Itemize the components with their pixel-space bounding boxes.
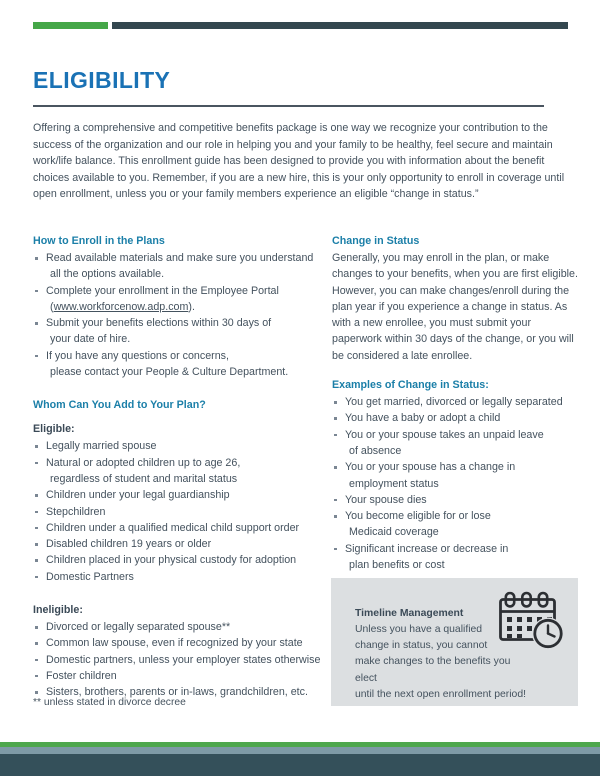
list-item [332,459,580,492]
list-item-text: Read available materials and make sure you understand [46,252,314,264]
list-item-text: Children under your legal guardianship [46,489,230,502]
list-item-text: Stepchildren [46,505,106,518]
list-item-text: Children under a qualified medical child support order [46,521,300,534]
list-item-text: Domestic partners, unless your employer states otherwise [46,653,321,666]
page-title: ELIGIBILITY [33,67,171,93]
section-heading-whom-can-add: Whom Can You Add to Your Plan? [33,399,206,412]
list-item [332,394,580,410]
list-item-continuation: plan benefits or cost [349,559,445,572]
section-heading-how-to-enroll: How to Enroll in the Plans [33,235,165,247]
list-item [33,455,325,488]
timeline-line-4: until the next open enrollment period! [355,688,526,700]
list-item-continuation: please contact your People & Culture Department. [50,366,289,379]
list-item-text: Sisters, brothers, parents or in-laws, grandchildren, etc. [46,686,308,699]
paren-close: ). [188,300,195,313]
right-column [332,234,580,573]
list-item [33,569,325,585]
list-item [33,635,325,651]
list-item-text: Disabled children 19 years or older [46,538,212,551]
list-item-continuation: your date of hire. [50,333,131,346]
list-item-text: Children placed in your physical custody for adoption [46,554,297,567]
list-item [33,487,325,503]
ineligible-list [33,619,325,700]
section-heading-change-in-status: Change in Status [332,235,420,247]
intro-paragraph: Offering a comprehensive and competitive benefits package is one way we recognize your contribution to the success of the organization and our role in helping you and your family to be healthy, feel secure and maintain work/life balance. This enrollment guide has been designed to provide you with information about the benefit choices available to you. Remember, if you are a new hire, this is your only opportunity to enroll in coverage until open enrollment, unless you or your family members experience an eligible “change in status.” [33,122,565,201]
list-item-text: You have a baby or adopt a child [345,412,501,425]
list-item-continuation: regardless of student and marital status [50,472,238,485]
list-item-text: Common law spouse, even if recognized by your state [46,637,303,650]
timeline-title: Timeline Management [355,608,464,619]
footer-accent-mid [0,747,600,754]
timeline-line-2: change in status, you cannot [355,640,488,652]
left-column [33,234,325,701]
list-item [33,552,325,568]
list-item [332,492,580,508]
accent-bar-green [33,22,108,29]
list-item-text: Natural or adopted children up to age 26, [46,456,241,469]
list-item-text: You or your spouse has a change in [345,461,516,474]
list-item [33,619,325,635]
examples-list [332,394,580,573]
list-item-text: You become eligible for or lose [345,510,491,523]
list-item [33,315,325,348]
list-item-continuation [46,299,325,315]
list-item-continuation: employment status [349,477,439,490]
list-item [33,668,325,684]
list-item-text: Divorced or legally separated spouse** [46,621,231,634]
footnote: ** unless stated in divorce decree [33,697,186,708]
accent-bar-navy [112,22,568,29]
list-item [33,536,325,552]
list-item-text: If you have any questions or concerns, [46,349,229,362]
subheading-eligible: Eligible: [33,423,75,436]
spacer [33,585,325,603]
list-item [332,541,580,574]
list-item-text: Legally married spouse [46,440,157,453]
list-item [33,283,325,316]
list-item-text: You or your spouse takes an unpaid leave [345,428,544,441]
list-item-continuation: all the options available. [50,268,165,281]
subheading-ineligible: Ineligible: [33,604,83,617]
employee-portal-link[interactable]: www.workforcenow.adp.com [53,300,189,313]
list-item-text: Complete your enrollment in the Employee Portal [46,284,279,297]
paren-open: ( [50,300,54,313]
list-item-text: Your spouse dies [345,493,427,506]
timeline-management-callout [331,578,578,706]
list-item [33,250,325,283]
list-item [332,427,580,460]
list-item-text: Domestic Partners [46,570,134,583]
timeline-line-3: make changes to the benefits you elect [355,656,511,684]
change-in-status-paragraph: Generally, you may enroll in the plan, or make changes to your benefits, when you are first eligible. However, you can make changes/enroll during the plan year if you experience a change in status. As with a new enrollee, you must submit your paperwork within 30 days of the change, or you will be considered a late enrollee. [332,252,578,362]
timeline-line-1: Unless you have a qualified [355,624,483,635]
list-item-text: Foster children [46,669,117,682]
calendar-clock-icon [498,590,568,652]
spacer [33,414,325,422]
title-divider [33,105,544,107]
list-item [33,520,325,536]
list-item [33,438,325,454]
list-item-text: You get married, divorced or legally separated [345,396,563,409]
list-item-continuation: of absence [349,444,402,457]
header-accent-bars [33,22,568,29]
list-item-continuation: Medicaid coverage [349,526,439,539]
eligible-list [33,438,325,585]
list-item-text: Significant increase or decrease in [345,542,509,555]
how-to-enroll-list [33,250,325,380]
spacer [332,364,580,378]
list-item [33,504,325,520]
list-item-text: Submit your benefits elections within 30 days of [46,317,272,330]
list-item [332,410,580,426]
spacer [33,380,325,398]
section-heading-examples: Examples of Change in Status: [332,379,489,392]
footer-band-navy [0,754,600,776]
list-item [332,508,580,541]
list-item [33,348,325,381]
list-item [33,652,325,668]
